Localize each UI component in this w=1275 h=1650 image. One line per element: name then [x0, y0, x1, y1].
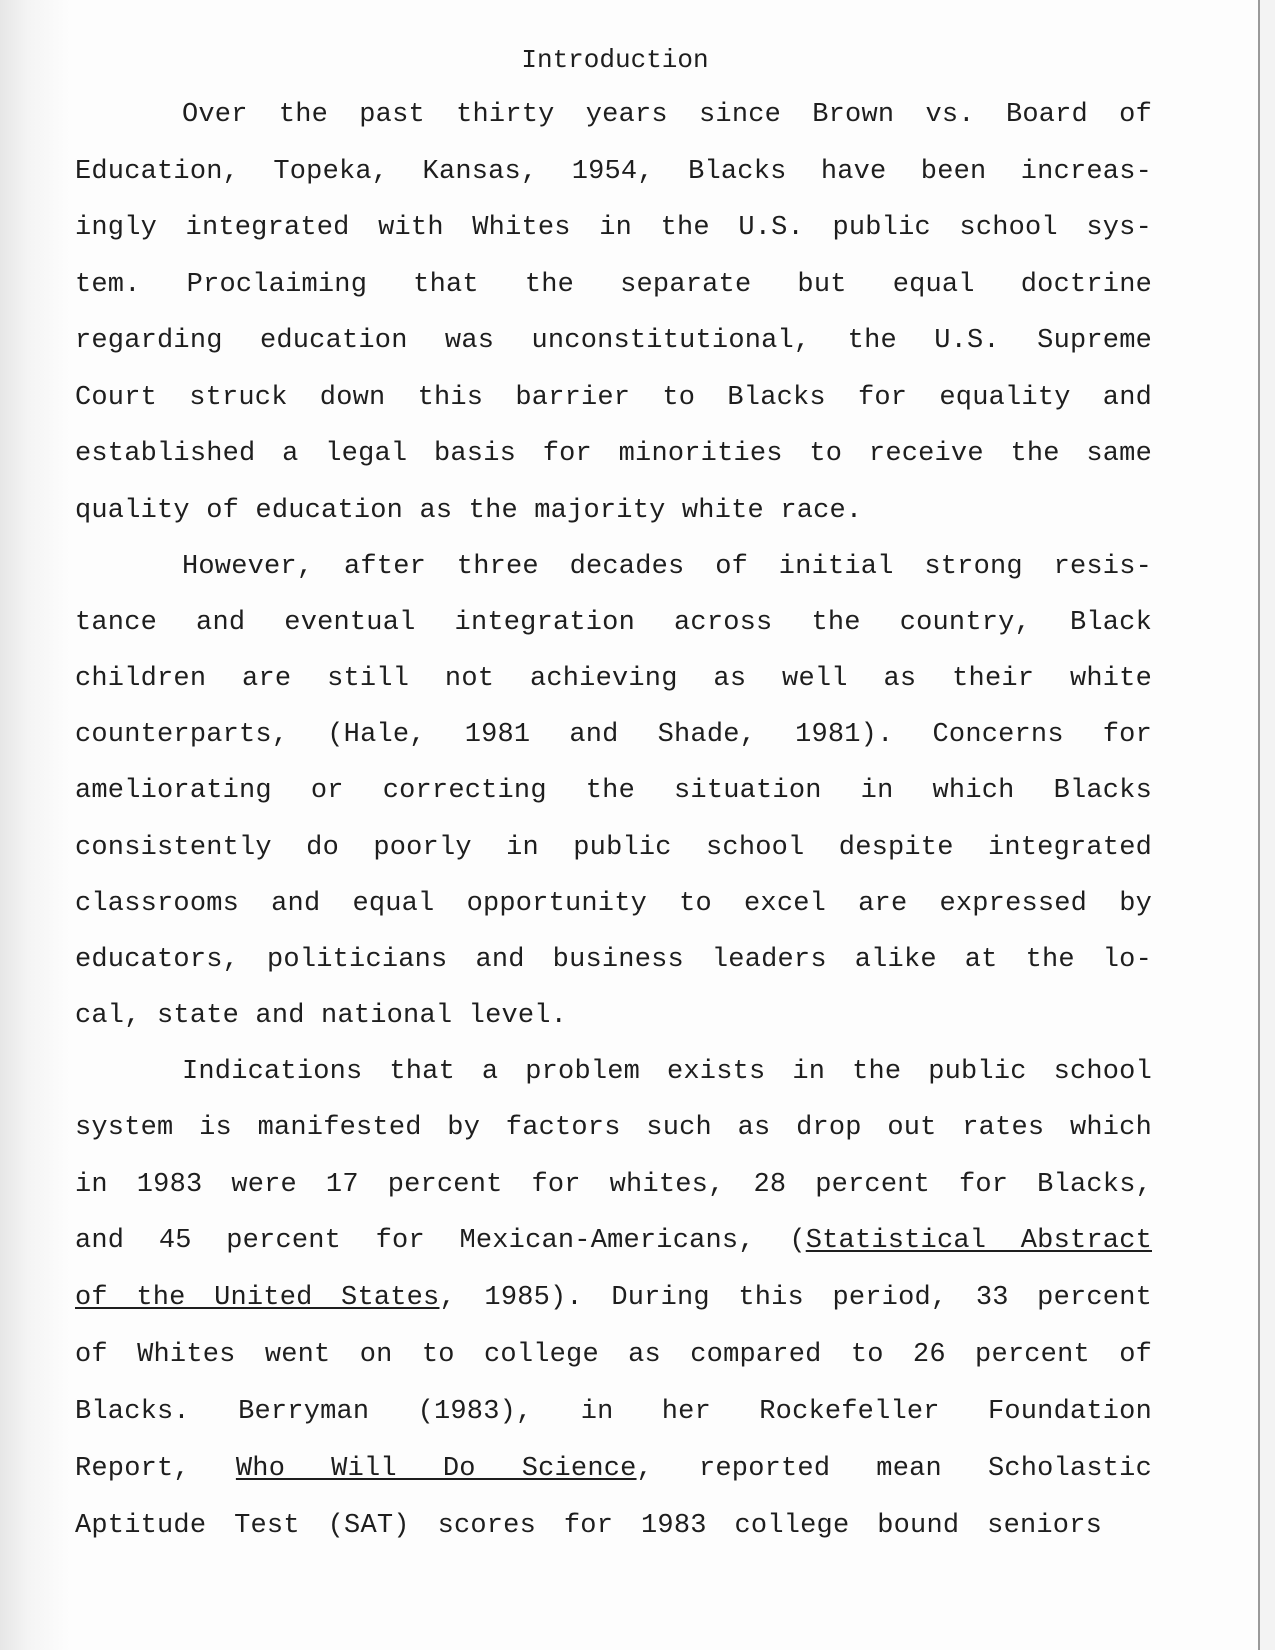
text-line: Indications that a problem exists in the public school: [182, 1057, 1152, 1087]
scan-right-margin: [1260, 0, 1275, 1650]
text-line: classrooms and equal opportunity to excel are expressed by: [75, 889, 1152, 919]
text-line: ingly integrated with Whites in the U.S. public school sys-: [75, 213, 1152, 243]
text-line: tem. Proclaiming that the separate but equal doctrine: [75, 270, 1152, 300]
text-line: [75, 1224, 1152, 1258]
text-line: ameliorating or correcting the situation in which Blacks: [75, 776, 1152, 806]
underlined-citation: Statistical Abstract: [805, 1226, 1152, 1256]
text-line: educators, politicians and business leaders alike at the lo-: [75, 945, 1152, 975]
text-line: cal, state and national level.: [75, 1001, 568, 1031]
text-line: in 1983 were 17 percent for whites, 28 percent for Blacks,: [75, 1170, 1152, 1200]
text-line: Court struck down this barrier to Blacks for equality and: [75, 383, 1152, 413]
text-line: Aptitude Test (SAT) scores for 1983 college bound seniors: [75, 1511, 1102, 1541]
text-run: , 1985). During this period, 33 percent: [439, 1283, 1152, 1313]
text-line: system is manifested by factors such as drop out rates which: [75, 1113, 1152, 1143]
text-line: [75, 1281, 1152, 1315]
text-line: quality of education as the majority white race.: [75, 496, 863, 526]
text-line: consistently do poorly in public school despite integrated: [75, 833, 1152, 863]
scan-left-shadow: [0, 0, 70, 1650]
text-line: Education, Topeka, Kansas, 1954, Blacks have been increas-: [75, 157, 1152, 187]
text-line: established a legal basis for minorities to receive the same: [75, 439, 1152, 469]
text-run: , reported mean Scholastic: [636, 1454, 1152, 1484]
text-line: counterparts, (Hale, 1981 and Shade, 1981). Concerns for: [75, 720, 1152, 750]
text-line: Blacks. Berryman (1983), in her Rockefeller Foundation: [75, 1397, 1152, 1427]
text-run: Report,: [75, 1454, 236, 1484]
text-line: children are still not achieving as well as their white: [75, 664, 1152, 694]
text-line: Over the past thirty years since Brown vs. Board of: [182, 100, 1152, 130]
text-line: of Whites went on to college as compared to 26 percent of: [75, 1340, 1152, 1370]
section-title: Introduction: [521, 45, 709, 75]
underlined-citation: of the United States: [75, 1283, 440, 1313]
text-run: and 45 percent for Mexican-Americans, (: [75, 1226, 806, 1256]
text-line: [75, 1452, 1152, 1486]
underlined-report-title: Who Will Do Science: [235, 1454, 637, 1484]
text-line: However, after three decades of initial strong resis-: [182, 552, 1152, 582]
text-line: tance and eventual integration across the country, Black: [75, 608, 1152, 638]
text-line: regarding education was unconstitutional, the U.S. Supreme: [75, 326, 1152, 356]
